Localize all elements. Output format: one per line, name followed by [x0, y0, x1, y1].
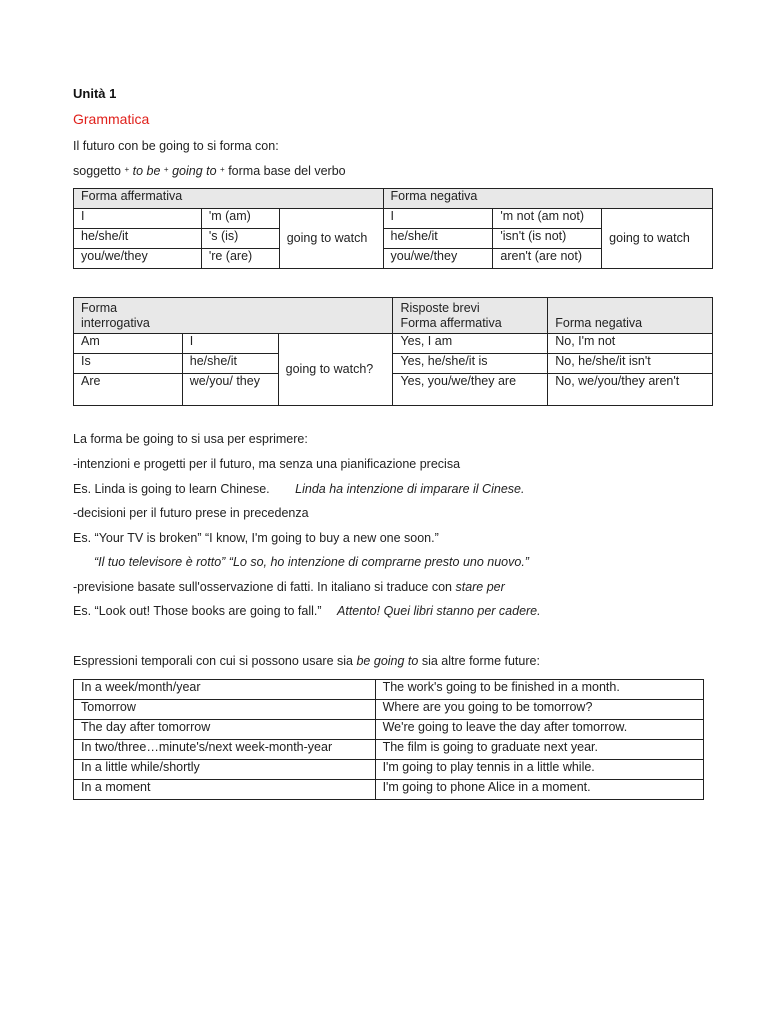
cell-affirmative: Yes, he/she/it is	[393, 354, 548, 374]
table-row	[74, 720, 704, 740]
plus-sign: +	[163, 165, 169, 174]
usage-point-3	[73, 579, 505, 595]
cell-expression: In a week/month/year	[74, 680, 376, 700]
usage-point-3-it: stare per	[455, 580, 505, 594]
usage-point-1: -intenzioni e progetti per il futuro, ma senza una pianificazione precisa	[73, 457, 461, 471]
cell-subject: he/she/it	[182, 354, 278, 374]
cell-aux: 'm (am)	[201, 209, 279, 229]
cell-expression: In a moment	[74, 780, 376, 800]
cell-expression: In two/three…minute's/next week-month-year	[74, 740, 376, 760]
header-affirmative: Forma affermativa	[74, 189, 384, 209]
formula-base-verb: forma base del verbo	[228, 164, 346, 178]
example-3	[73, 603, 541, 619]
expressions-intro-c: sia altre forme future:	[421, 654, 540, 668]
example-1-en: Es. Linda is going to learn Chinese.	[73, 482, 270, 496]
expressions-intro-a: Espressioni temporali con cui si possono usare sia	[73, 654, 353, 668]
cell-neg-subject: I	[383, 209, 493, 229]
example-2-en: Es. “Your TV is broken” “I know, I'm going to buy a new one soon.”	[73, 531, 439, 545]
cell-neg-subject: he/she/it	[383, 229, 493, 249]
cell-expression: Tomorrow	[74, 700, 376, 720]
table-row	[74, 209, 713, 229]
example-3-en: Es. “Look out! Those books are going to fall.”	[73, 604, 322, 618]
cell-aux: 's (is)	[201, 229, 279, 249]
formula-to-be: to be	[132, 164, 161, 178]
header-interrogative-l2: interrogativa	[81, 316, 150, 330]
usage-point-3-text: -previsione basate sull'osservazione di fatti. In italiano si traduce con	[73, 580, 452, 594]
example-1-it: Linda ha intenzione di imparare il Cinese.	[295, 482, 525, 496]
cell-example: Where are you going to be tomorrow?	[375, 700, 703, 720]
example-1	[73, 481, 524, 497]
header-interrogative-l1: Forma	[81, 301, 118, 315]
cell-example: The film is going to graduate next year.	[375, 740, 703, 760]
cell-expression: The day after tomorrow	[74, 720, 376, 740]
cell-neg-subject: you/we/they	[383, 249, 493, 269]
header-short-answers	[393, 298, 548, 334]
cell-neg-verb: going to watch	[602, 209, 713, 269]
cell-negative: No, I'm not	[548, 334, 713, 354]
cell-example: We're going to leave the day after tomorrow.	[375, 720, 703, 740]
table-row	[74, 374, 713, 406]
cell-subject: you/we/they	[74, 249, 202, 269]
cell-neg-aux: 'm not (am not)	[493, 209, 602, 229]
header-short-l2: Forma affermativa	[400, 316, 502, 330]
table-row	[74, 780, 704, 800]
header-negative: Forma negativa	[548, 298, 713, 334]
intro-text: Il futuro con be going to si forma con:	[73, 139, 279, 153]
table-row	[74, 680, 704, 700]
expressions-intro	[73, 653, 540, 669]
table-row	[74, 334, 713, 354]
cell-subject: he/she/it	[74, 229, 202, 249]
cell-neg-aux: aren't (are not)	[493, 249, 602, 269]
example-2-it: “Il tuo televisore è rotto” “Lo so, ho intenzione di comprarne presto uno nuovo.”	[94, 555, 529, 569]
cell-aux: 're (are)	[201, 249, 279, 269]
cell-aux: Are	[74, 374, 183, 406]
time-expressions-table	[73, 679, 704, 800]
cell-verb: going to watch	[279, 209, 383, 269]
section-title: Grammatica	[73, 111, 150, 127]
header-negative: Forma negativa	[383, 189, 713, 209]
formula-going-to: going to	[172, 164, 217, 178]
plus-sign: +	[124, 165, 130, 174]
cell-verb: going to watch?	[278, 334, 393, 406]
example-3-it: Attento! Quei libri stanno per cadere.	[337, 604, 541, 618]
cell-example: I'm going to phone Alice in a moment.	[375, 780, 703, 800]
plus-sign: +	[220, 165, 225, 174]
affirmative-negative-table	[73, 188, 713, 269]
cell-subject: I	[182, 334, 278, 354]
cell-subject: we/you/ they	[182, 374, 278, 406]
cell-negative: No, he/she/it isn't	[548, 354, 713, 374]
cell-affirmative: Yes, you/we/they are	[393, 374, 548, 406]
cell-expression: In a little while/shortly	[74, 760, 376, 780]
table-row	[74, 700, 704, 720]
cell-negative: No, we/you/they aren't	[548, 374, 713, 406]
expressions-intro-b: be going to	[356, 654, 419, 668]
table-row	[74, 354, 713, 374]
cell-aux: Is	[74, 354, 183, 374]
header-short-l1: Risposte brevi	[400, 301, 480, 315]
cell-example: I'm going to play tennis in a little while.	[375, 760, 703, 780]
table-row	[74, 760, 704, 780]
cell-aux: Am	[74, 334, 183, 354]
unit-title: Unità 1	[73, 86, 117, 101]
formula	[73, 162, 346, 179]
cell-example: The work's going to be finished in a month.	[375, 680, 703, 700]
table-row	[74, 740, 704, 760]
header-interrogative	[74, 298, 393, 334]
usage-point-2: -decisioni per il futuro prese in precedenza	[73, 506, 309, 520]
usage-intro: La forma be going to si usa per esprimere:	[73, 432, 308, 446]
interrogative-table	[73, 297, 713, 406]
cell-affirmative: Yes, I am	[393, 334, 548, 354]
cell-subject: I	[74, 209, 202, 229]
formula-subject: soggetto	[73, 164, 121, 178]
cell-neg-aux: 'isn't (is not)	[493, 229, 602, 249]
